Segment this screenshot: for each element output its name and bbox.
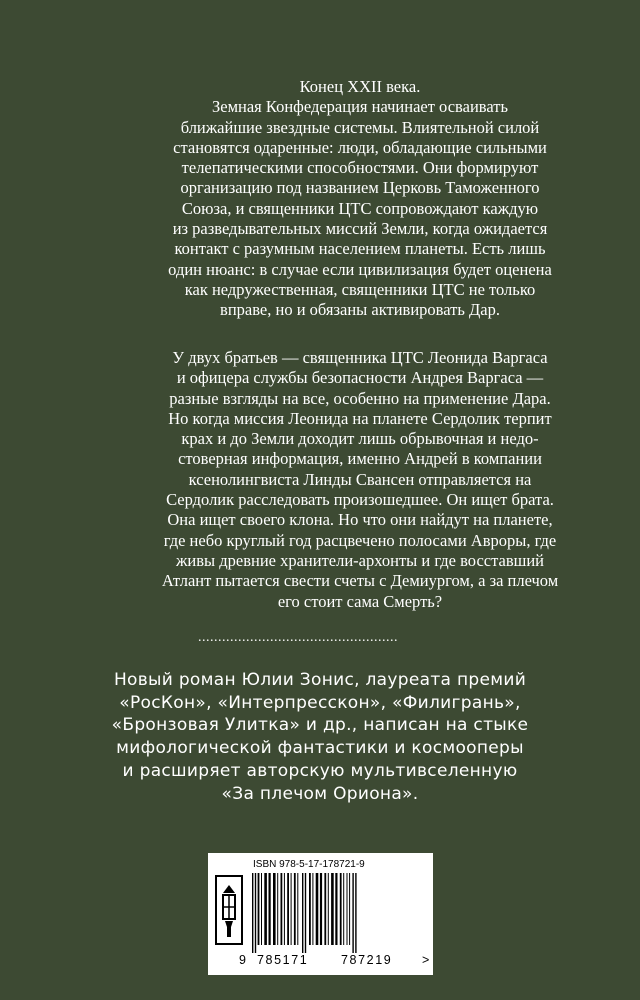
text-line: организацию под названием Церковь Таможенного xyxy=(180,178,540,198)
barcode-bar xyxy=(352,873,353,953)
text-line: из разведывательных миссий Земли, когда ожидается xyxy=(172,219,548,239)
barcode-bar xyxy=(261,873,262,945)
barcode-bar xyxy=(347,873,348,945)
promo-line: мифологической фантастики и космооперы xyxy=(116,738,524,759)
promo-line: «Бронзовая Улитка» и др., написан на стыке xyxy=(111,715,529,736)
annotation-paragraph-1 xyxy=(160,77,560,321)
barcode-bar xyxy=(335,873,337,945)
barcode-bar xyxy=(355,873,356,953)
barcode-bar xyxy=(316,873,319,945)
barcode-bar xyxy=(281,873,283,945)
text-line: его стоит сама Смерть? xyxy=(277,591,443,611)
barcode-bar xyxy=(294,873,296,945)
promo-line: Новый роман Юлии Зонис, лауреата премий xyxy=(113,670,527,690)
text-line: Земная Конфедерация начинает осваивать xyxy=(212,97,508,117)
barcode-digits-right: 787219 xyxy=(341,953,393,967)
barcode-bars xyxy=(250,873,422,953)
barcode-bar xyxy=(343,873,344,945)
annotation-paragraph-2 xyxy=(160,348,560,612)
dotted-separator: .................................................. xyxy=(198,630,398,645)
barcode-bar xyxy=(284,873,285,945)
barcode-bar xyxy=(264,873,267,945)
promo-line: «РосКон», «Интерпресскон», «Филигрань», xyxy=(119,692,521,713)
text-line: где небо круглый год расцвечено полосами Авроры, где xyxy=(163,530,557,550)
isbn-text: ISBN 978-5-17-178721-9 xyxy=(253,859,365,870)
barcode-bar xyxy=(269,873,271,945)
text-line: крах и до Земли доходит лишь обрывочная и недо- xyxy=(181,429,539,449)
barcode-label xyxy=(208,853,433,975)
promo-paragraph xyxy=(60,669,580,805)
text-line: разные взгляды на все, особенно на применение Дара. xyxy=(169,388,551,408)
text-line: вправе, но и обязаны активировать Дар. xyxy=(220,300,500,320)
barcode-bar xyxy=(340,873,342,945)
text-line: контакт с разумным населением планеты. Есть лишь xyxy=(174,239,546,259)
text-line: стоверная информация, именно Андрей в компании xyxy=(178,449,542,469)
text-line: У двух братьев — священника ЦТС Леонида Варгаса xyxy=(172,348,548,367)
barcode-digit-lead: 9 xyxy=(239,953,246,967)
barcode-digits-left: 785171 xyxy=(257,953,309,967)
barcode-digit-end: > xyxy=(422,953,430,967)
text-line: становятся одаренные: люди, обладающие сильными xyxy=(173,137,547,157)
barcode-bar xyxy=(309,873,311,945)
promo-line: «За плечом Ориона». xyxy=(221,783,419,804)
text-line: телепатическими способностями. Они формируют xyxy=(181,158,539,178)
text-line: Она ищет своего клона. Но что они найдут на планете, xyxy=(167,510,553,530)
barcode-bar xyxy=(297,873,298,945)
barcode-bar xyxy=(302,873,303,953)
text-line: Сердолик расследовать произошедшее. Он ищет брата. xyxy=(166,490,554,510)
barcode-bar xyxy=(349,873,350,945)
text-line: Союза, и священники ЦТС сопровождают каждую xyxy=(181,198,539,218)
barcode-bar xyxy=(287,873,289,945)
text-line: Конец XXII века. xyxy=(299,77,421,96)
barcode-bar xyxy=(291,873,292,945)
barcode-bar xyxy=(252,873,253,953)
text-line: ближайшие звездные системы. Влиятельной силой xyxy=(180,117,540,137)
text-line: ксенолингвиста Линды Свансен отправляется на xyxy=(188,469,532,489)
barcode-bar xyxy=(324,873,326,945)
barcode-bar xyxy=(277,873,278,945)
text-line: Атлант пытается свести счеты с Демиургом, а за плечом xyxy=(161,571,559,591)
barcode-bar xyxy=(320,873,322,945)
barcode-bar xyxy=(331,873,334,945)
text-line: как недружественная, священники ЦТС не только xyxy=(184,279,536,299)
promo-line: и расширяет авторскую мультивселенную xyxy=(122,760,518,781)
barcode-bar xyxy=(305,873,306,953)
barcode-bar xyxy=(255,873,256,953)
barcode-bar xyxy=(312,873,313,945)
lantern-logo-icon xyxy=(215,875,243,945)
barcode-bar xyxy=(258,873,260,945)
text-line: живы древние хранители-архонты и где восставший xyxy=(176,550,544,570)
barcode-bar xyxy=(328,873,329,945)
text-line: и офицера службы безопасности Андрея Варгаса — xyxy=(176,368,544,388)
text-line: Но когда миссия Леонида на планете Сердолик терпит xyxy=(168,408,552,428)
text-line: один нюанс: в случае если цивилизация будет оценена xyxy=(168,259,552,279)
barcode-bar xyxy=(273,873,276,945)
